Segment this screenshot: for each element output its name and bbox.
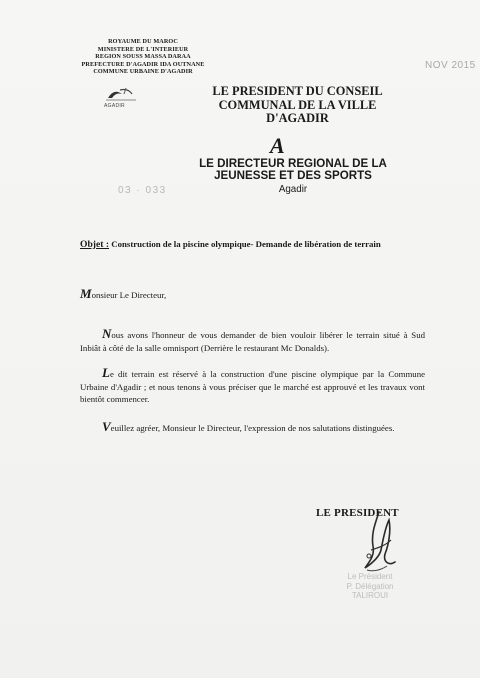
paragraph-initial: L: [102, 365, 110, 380]
subject-label: Objet :: [80, 239, 110, 250]
recipient-line: LE DIRECTEUR REGIONAL DE LA: [199, 157, 387, 170]
stamp-line: TALIROUI: [351, 591, 389, 600]
paragraph-text: e dit terrain est réservé à la construction d'une piscine olympique par la Commune Urbaine d'Agadir ; et nous tenons à vous préciser que le marché est approuvé et les travaux vont bientôt commencer.: [80, 369, 425, 405]
salutation-text: onsieur Le Directeur,: [91, 290, 167, 300]
logo-caption: AGADIR: [104, 103, 125, 109]
salutation-initial: M: [80, 286, 92, 301]
stamp-line: Le Président: [347, 572, 393, 581]
subject-line: [80, 239, 381, 250]
sender-block: [200, 85, 395, 126]
paragraph-text: euillez agréer, Monsieur le Directeur, l'expression de nos salutations distinguées.: [110, 423, 395, 433]
official-stamp: [310, 572, 430, 601]
issuer-line: MINISTERE DE L'INTERIEUR: [97, 45, 189, 53]
issuer-header: [78, 38, 208, 76]
issuer-line: COMMUNE URBAINE D'AGADIR: [93, 68, 193, 76]
body-paragraph: [80, 421, 425, 435]
issuer-line: PREFECTURE D'AGADIR IDA OUTNANE: [81, 60, 205, 68]
issuer-line: ROYAUME DU MAROC: [108, 38, 178, 45]
salutation: [80, 286, 166, 302]
paragraph-initial: V: [102, 419, 111, 434]
recipient-line: JEUNESSE ET DES SPORTS: [214, 169, 372, 183]
addressee-marker: A: [270, 133, 285, 158]
sender-line: D'AGADIR: [266, 111, 329, 125]
body-paragraph: [80, 328, 425, 354]
sender-line: LE PRESIDENT DU CONSEIL: [212, 84, 383, 98]
faded-reference-number: 03 · 033: [118, 185, 167, 196]
recipient-city: Agadir: [278, 183, 308, 195]
subject-text: Construction de la piscine olympique- Demande de libération de terrain: [111, 239, 381, 249]
sender-line: COMMUNAL DE LA VILLE: [218, 97, 377, 112]
municipal-logo-icon: [98, 84, 144, 114]
paragraph-text: ous avons l'honneur de vous demander de bien vouloir libérer le terrain situé à Sud Inbiât à côté de la salle omnisport (Derrière le restaurant Mc Donalds).: [80, 330, 425, 353]
received-date-stamp: NOV 2015: [425, 60, 476, 71]
issuer-line: REGION SOUSS MASSA DARAA: [95, 53, 191, 61]
signatory-title: LE PRESIDENT: [316, 507, 399, 519]
body-paragraph: [80, 367, 425, 406]
stamp-line: P. Délégation: [346, 581, 394, 591]
recipient-block: [184, 158, 402, 196]
paragraph-initial: N: [102, 326, 112, 341]
